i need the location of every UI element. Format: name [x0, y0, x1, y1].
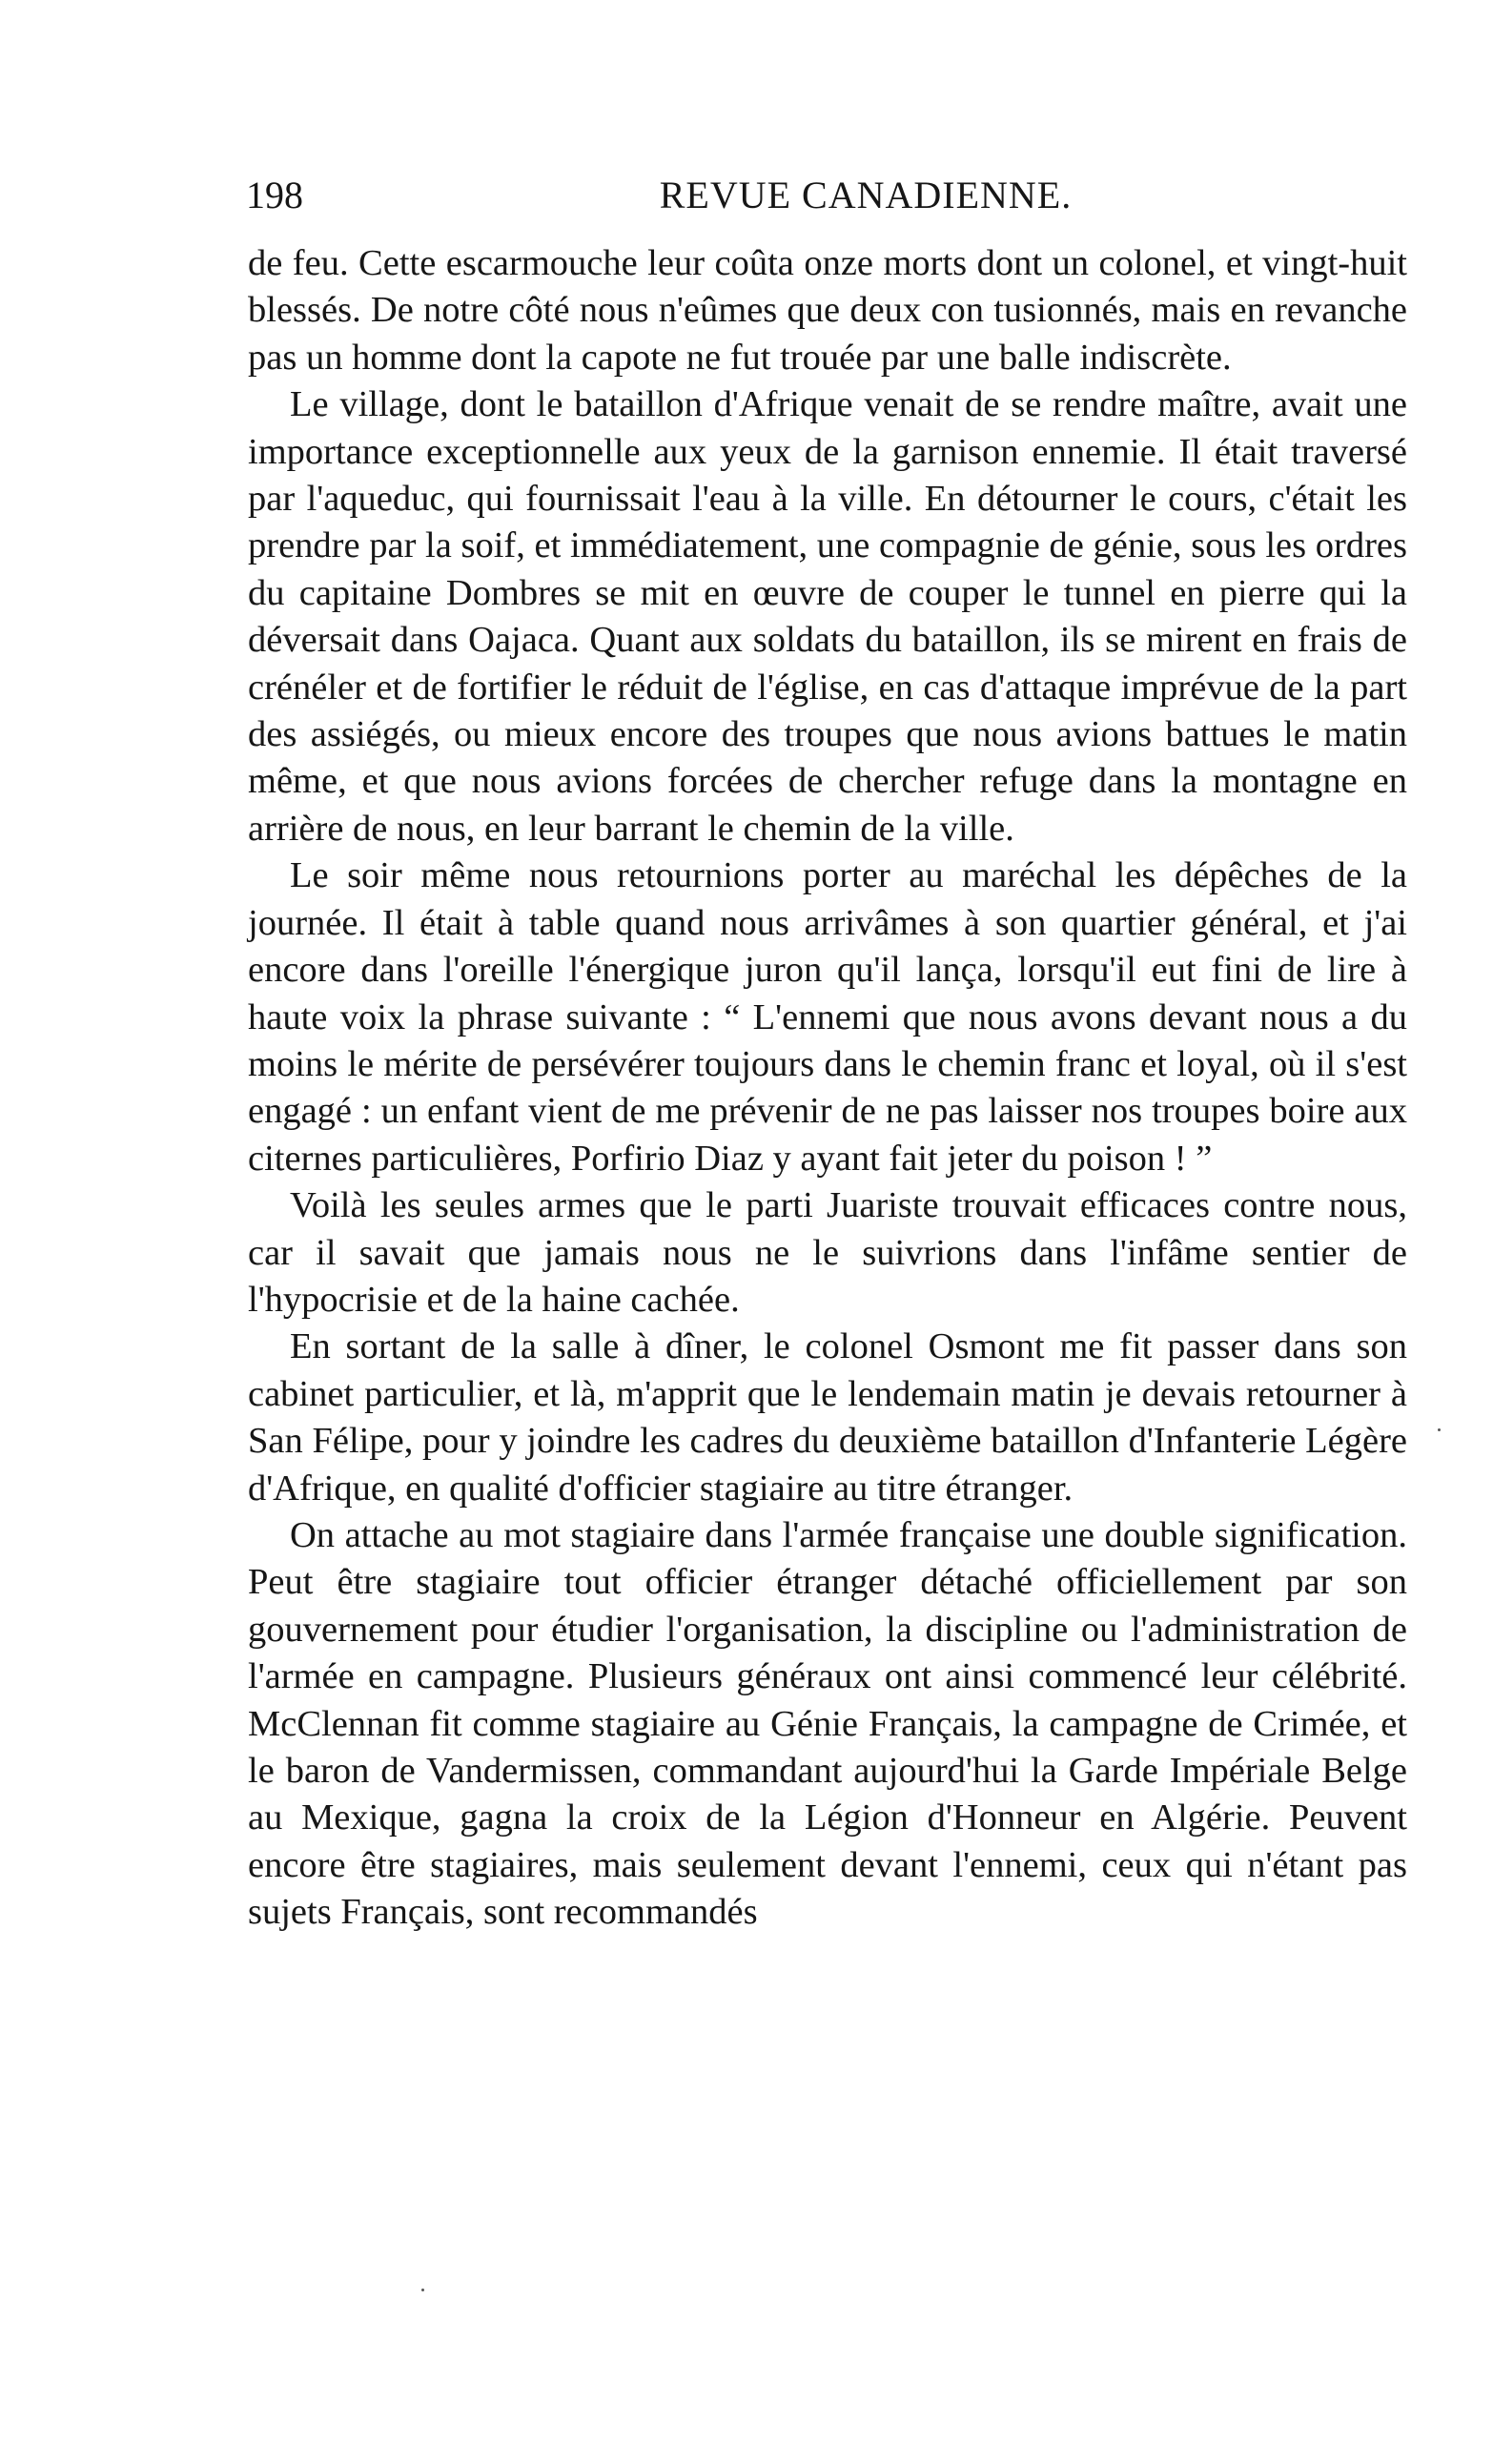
paragraph-4: Voilà les seules armes que le parti Juariste trouvait efficaces contre nous, car il savait que jamais nous ne le suivrions dans l'infâme sentier de l'hypocrisie et de la haine cachée. [248, 1185, 1407, 1320]
paragraph-1: de feu. Cette escarmouche leur coûta onze morts dont un colonel, et vingt-huit blessés. De notre côté nous n'eûmes que deux con tusionnés, mais en revanche pas un homme dont la capote ne fut trouée par une balle indiscrète. [248, 243, 1407, 378]
paragraph-6: On attache au mot stagiaire dans l'armée française une double signification. Peut être stagiaire tout officier étranger détaché officiellement par son gouvernement pour étudier l'organisation, la discipline ou l'administration de l'armée en campagne. Plusieurs généraux ont ainsi commencé leur célébrité. McClennan fit comme stagiaire au Génie Français, la campagne de Crimée, et le baron de Vandermissen, commandant aujourd'hui la Garde Impériale Belge au Mexique, gagna la croix de la Légion d'Honneur en Algérie. Peuvent encore être stagiaires, mais seulement devant l'ennemi, ceux qui n'étant pas sujets Français, sont recommandés [248, 1514, 1407, 1933]
running-title: REVUE CANADIENNE. [659, 174, 1073, 216]
scan-speck [1438, 1428, 1441, 1431]
scan-speck [421, 2289, 424, 2291]
body-text [248, 240, 1407, 1937]
page-header [246, 167, 1409, 224]
paragraph-3: Le soir même nous retournions porter au maréchal les dépêches de la journée. Il était à table quand nous arrivâmes à son quartier général, et j'ai encore dans l'oreille l'énergique juron qu'il lança, lorsqu'il eut fini de lire à haute voix la phrase suivante : “ L'ennemi que nous avons devant nous a du moins le mérite de persévérer toujours dans le chemin franc et loyal, où il s'est engagé : un enfant vient de me prévenir de ne pas laisser nos troupes boire aux citernes particulières, Porfirio Diaz y ayant fait jeter du poison ! ” [248, 855, 1407, 1179]
paragraph-5: En sortant de la salle à dîner, le colonel Osmont me fit passer dans son cabinet particulier, et là, m'apprit que le lendemain matin je devais retourner à San Félipe, pour y joindre les cadres du deuxième bataillon d'Infanterie Légère d'Afrique, en qualité d'officier stagiaire au titre étranger. [248, 1326, 1407, 1509]
paragraph-2: Le village, dont le bataillon d'Afrique venait de se rendre maître, avait une importance exceptionnelle aux yeux de la garnison ennemie. Il était traversé par l'aqueduc, qui fournissait l'eau à la ville. En détourner le cours, c'était les prendre par la soif, et immédiatement, une compagnie de génie, sous les ordres du capitaine Dombres se mit en œuvre de couper le tunnel en pierre qui la déversait dans Oajaca. Quant aux soldats du bataillon, ils se mirent en frais de crénéler et de fortifier le réduit de l'église, en cas d'attaque imprévue de la part des assiégés, ou mieux encore des troupes que nous avions battues le matin même, et que nous avions forcées de chercher refuge dans la montagne en arrière de nous, en leur barrant le chemin de la ville. [248, 384, 1407, 849]
page-number: 198 [246, 174, 303, 216]
